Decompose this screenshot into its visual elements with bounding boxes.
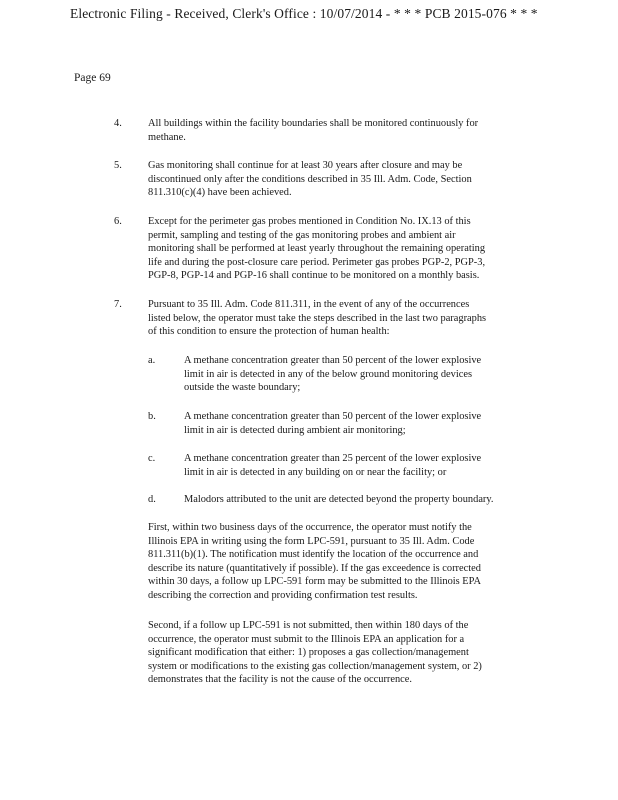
sub-item-text <box>184 354 534 395</box>
text-line: limit in air is detected in any building on or near the facility; or <box>184 466 447 478</box>
item-number: 7. <box>114 299 122 310</box>
text-line: within 30 days, a follow up LPC-591 form may be submitted to the Illinois EPA <box>148 576 481 588</box>
text-line: significant modification that either: 1) proposes a gas collection/management <box>148 647 469 659</box>
text-line: 811.311(b)(1). The notification must identify the location of the occurrence and <box>148 549 479 561</box>
text-line: Except for the perimeter gas probes mentioned in Condition No. IX.13 of this <box>148 216 471 227</box>
text-line: describing the correction and providing confirmation test results. <box>148 589 418 601</box>
item-text <box>148 159 534 200</box>
text-line: Gas monitoring shall continue for at least 30 years after closure and may be <box>148 160 463 171</box>
text-line: limit in air is detected in any of the below ground monitoring devices <box>184 368 472 380</box>
text-line: limit in air is detected during ambient air monitoring; <box>184 424 406 436</box>
text-line: listed below, the operator must take the steps described in the last two paragraphs <box>148 312 487 324</box>
text-line: permit, sampling and testing of the gas monitoring probes and ambient air <box>148 229 456 241</box>
text-line: Malodors attributed to the unit are detected beyond the property boundary. <box>184 494 494 505</box>
text-line: methane. <box>148 131 186 143</box>
sub-item-text <box>184 452 534 479</box>
text-line: Pursuant to 35 Ill. Adm. Code 811.311, in the event of any of the occurrences <box>148 299 470 310</box>
text-line: A methane concentration greater than 25 percent of the lower explosive <box>184 453 482 464</box>
text-line: A methane concentration greater than 50 percent of the lower explosive <box>184 355 482 366</box>
text-line: discontinued only after the conditions described in 35 Ill. Adm. Code, Section <box>148 173 472 185</box>
text-line: PGP-8, PGP-14 and PGP-16 shall continue to be monitored on a monthly basis. <box>148 270 480 282</box>
sub-item-text <box>184 493 544 507</box>
sub-item-label: d. <box>148 494 156 505</box>
text-line: occurrence, the operator must submit to the Illinois EPA an application for a <box>148 633 465 645</box>
item-number: 5. <box>114 160 122 171</box>
text-line: monitoring shall be performed at least yearly throughout the remaining operating <box>148 243 486 255</box>
sub-item-label: b. <box>148 411 156 422</box>
item-text <box>148 215 534 283</box>
closing-paragraph <box>148 619 538 687</box>
item-text <box>148 117 534 144</box>
page-number: Page 69 <box>74 72 111 84</box>
sub-item-text <box>184 410 534 437</box>
closing-paragraph <box>148 521 538 603</box>
text-line: A methane concentration greater than 50 percent of the lower explosive <box>184 411 482 422</box>
text-line: demonstrates that the facility is not the cause of the occurrence. <box>148 674 412 686</box>
text-line: Illinois EPA in writing using the form LPC-591, pursuant to 35 Ill. Adm. Code <box>148 535 475 547</box>
text-line: system or modifications to the existing gas collection/management system, or 2) <box>148 660 482 672</box>
item-number: 4. <box>114 118 122 129</box>
sub-item-label: c. <box>148 453 156 464</box>
text-line: describe its nature (quantitatively if possible). If the gas exceedence is corrected <box>148 562 481 574</box>
text-line: Second, if a follow up LPC-591 is not submitted, then within 180 days of the <box>148 620 469 631</box>
text-line: life and during the post-closure care period. Perimeter gas probes PGP-2, PGP-3, <box>148 256 486 268</box>
text-line: of this condition to ensure the protection of human health: <box>148 326 390 338</box>
text-line: All buildings within the facility boundaries shall be monitored continuously for <box>148 118 479 129</box>
item-number: 6. <box>114 216 122 227</box>
sub-item-label: a. <box>148 355 156 366</box>
text-line: outside the waste boundary; <box>184 382 301 394</box>
filing-header: Electronic Filing - Received, Clerk's Office : 10/07/2014 - * * * PCB 2015-076 * * * <box>70 6 538 21</box>
text-line: 811.310(c)(4) have been achieved. <box>148 187 292 199</box>
text-line: First, within two business days of the occurrence, the operator must notify the <box>148 522 472 533</box>
item-text <box>148 298 534 339</box>
